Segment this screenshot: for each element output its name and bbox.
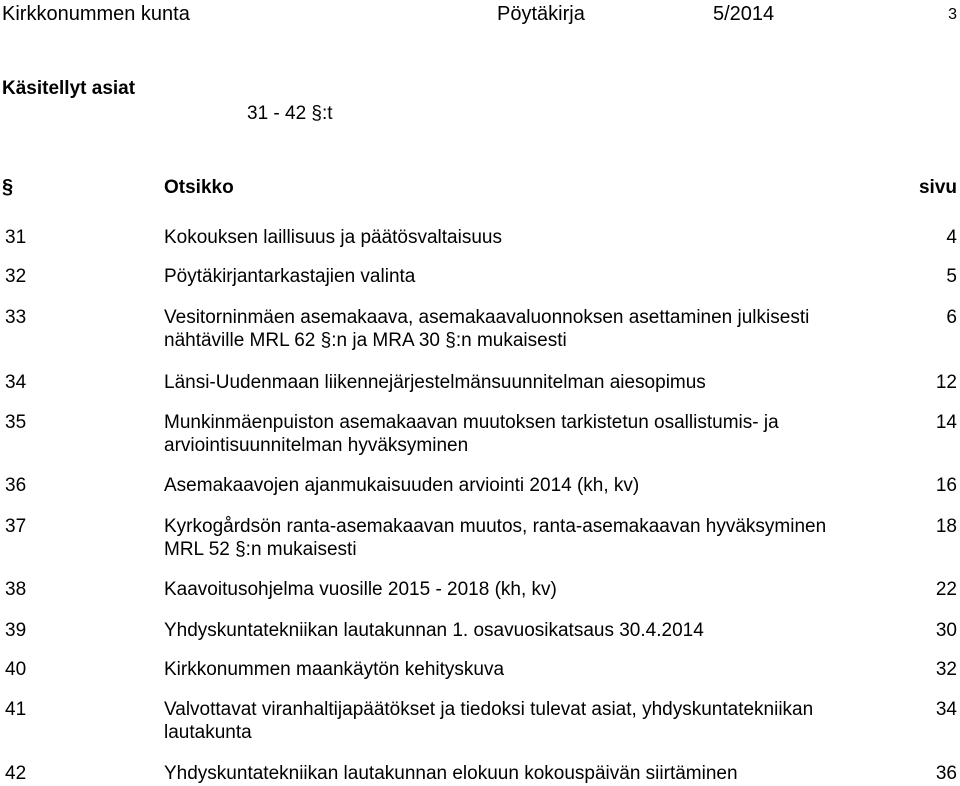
item-number: 34 [5,372,27,393]
item-title: Kaavoitusohjelma vuosille 2015 - 2018 (kh, kv) [164,579,557,600]
item-page: 16 [935,475,957,496]
column-header-page: sivu [918,177,957,198]
document-number: 5/2014 [713,3,775,25]
item-number: 33 [5,307,27,328]
item-page: 18 [935,516,957,537]
item-title: Pöytäkirjantarkastajien valinta [164,266,416,287]
item-title: Yhdyskuntatekniikan lautakunnan 1. osavuosikatsaus 30.4.2014 [164,620,704,641]
item-title: Kokouksen laillisuus ja päätösvaltaisuus [164,227,502,248]
item-number: 39 [5,620,27,641]
item-page: 34 [935,699,957,720]
item-title: Kirkkonummen maankäytön kehityskuva [164,659,505,680]
page-number: 3 [948,6,957,23]
item-page: 14 [935,412,957,433]
item-page: 5 [946,266,957,287]
item-page: 32 [935,659,957,680]
section-title: Käsitellyt asiat [2,78,136,99]
item-title: Vesitorninmäen asemakaava, asemakaavaluonnoksen asettaminen julkisesti nähtäville MRL 62 §:n ja MRA 30 §:n mukaisesti [164,307,810,351]
item-title: Munkinmäenpuiston asemakaavan muutoksen tarkistetun osallistumis- ja arviointisuunnitelman hyväksyminen [164,412,779,456]
item-number: 35 [5,412,27,433]
item-number: 37 [5,516,27,537]
section-range: 31 - 42 §:t [247,103,333,124]
item-title: Länsi-Uudenmaan liikennejärjestelmänsuunnitelman aiesopimus [164,372,706,393]
page-header [0,3,960,29]
item-number: 40 [5,659,27,680]
column-header-section-mark: § [2,176,14,198]
item-page: 12 [935,372,957,393]
item-number: 32 [5,266,27,287]
item-number: 42 [5,763,27,784]
document-type: Pöytäkirja [497,3,585,25]
item-number: 31 [5,227,27,248]
item-page: 30 [935,620,957,641]
column-header-title: Otsikko [164,177,234,198]
item-number: 41 [5,699,27,720]
item-page: 36 [935,763,957,784]
item-page: 4 [946,227,957,248]
item-number: 36 [5,475,27,496]
item-title: Yhdyskuntatekniikan lautakunnan elokuun kokouspäivän siirtäminen [164,763,738,784]
item-title: Kyrkogårdsön ranta-asemakaavan muutos, ranta-asemakaavan hyväksyminen MRL 52 §:n mukaisesti [164,516,827,560]
item-number: 38 [5,579,27,600]
item-title: Valvottavat viranhaltijapäätökset ja tiedoksi tulevat asiat, yhdyskuntatekniikan lautakunta [164,699,814,743]
item-page: 6 [946,307,957,328]
organization-name: Kirkkonummen kunta [2,3,190,25]
item-title: Asemakaavojen ajanmukaisuuden arviointi 2014 (kh, kv) [164,475,640,496]
item-page: 22 [935,579,957,600]
